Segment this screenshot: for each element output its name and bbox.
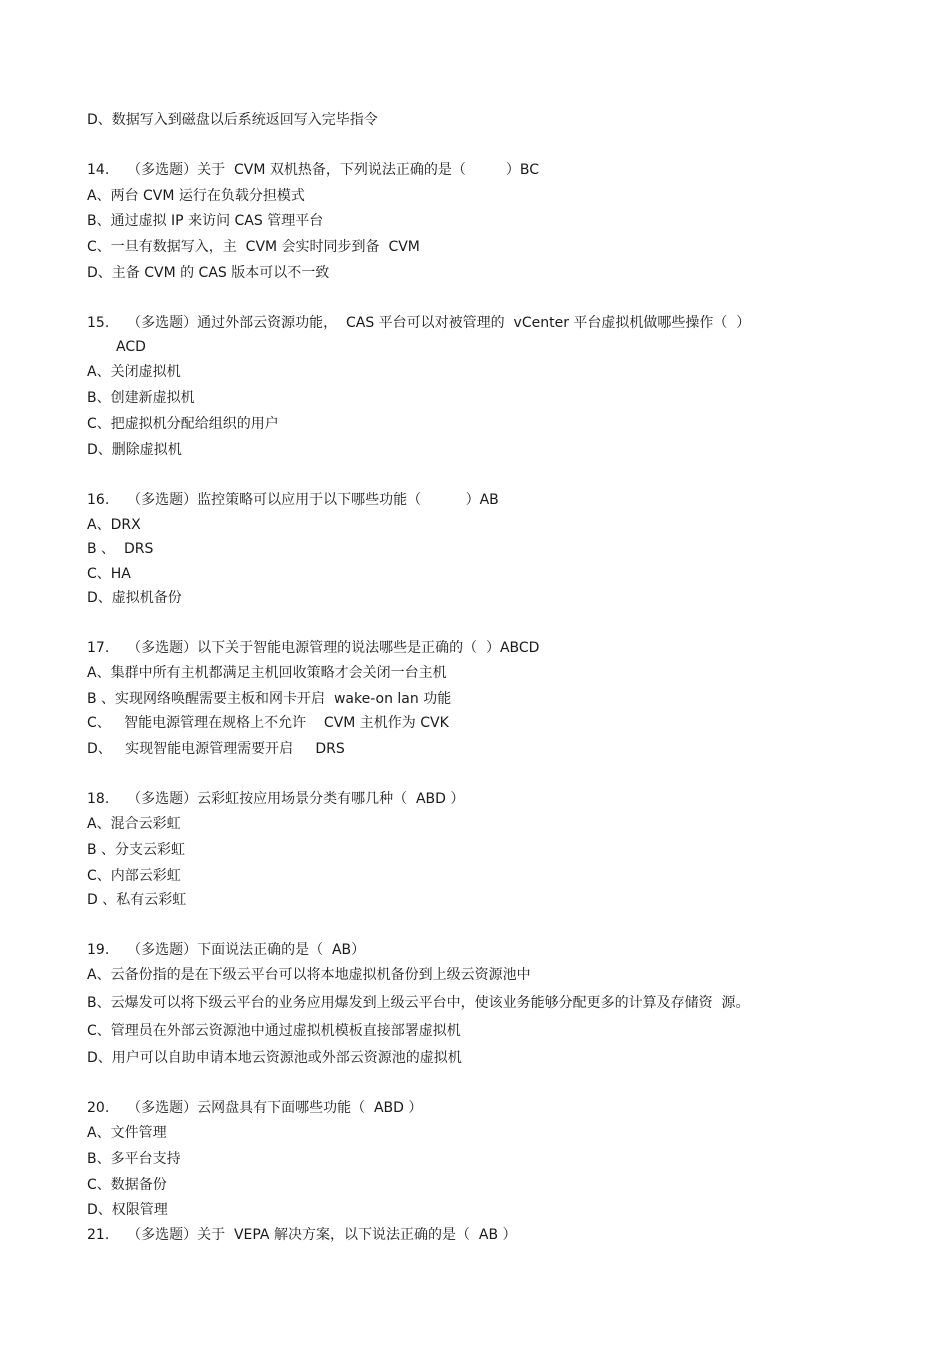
option-d: D、用户可以自助申请本地云资源池或外部云资源池的虚拟机: [87, 1050, 462, 1066]
option-c: C、 智能电源管理在规格上不允许 CVM 主机作为 CVK: [87, 715, 449, 731]
option-d: D、 实现智能电源管理需要开启 DRS: [87, 741, 345, 757]
question-14: 14. （多选题）关于 CVM 双机热备，下列说法正确的是（ ）BC: [87, 162, 540, 178]
option-b: B 、分支云彩虹: [87, 842, 186, 858]
option-a: A、DRX: [87, 517, 141, 533]
question-21: 21. （多选题）关于 VEPA 解决方案，以下说法正确的是（ AB ）: [87, 1227, 517, 1243]
option-c: C、数据备份: [87, 1177, 167, 1193]
question-19: 19. （多选题）下面说法正确的是（ AB）: [87, 942, 366, 958]
option-c: C、把虚拟机分配给组织的用户: [87, 416, 279, 432]
option-d: D、主备 CVM 的 CAS 版本可以不一致: [87, 265, 330, 281]
option-d: D、删除虚拟机: [87, 442, 182, 458]
option-a: A、集群中所有主机都满足主机回收策略才会关闭一台主机: [87, 665, 447, 681]
option-c: C、内部云彩虹: [87, 868, 181, 884]
question-16: 16. （多选题）监控策略可以应用于以下哪些功能（ ）AB: [87, 492, 499, 508]
option-d: D、虚拟机备份: [87, 590, 182, 606]
question-18: 18. （多选题）云彩虹按应用场景分类有哪几种（ ABD ）: [87, 791, 465, 807]
option-b: B、通过虚拟 IP 来访问 CAS 管理平台: [87, 213, 324, 229]
option-a: A、两台 CVM 运行在负载分担模式: [87, 188, 305, 204]
question-17: 17. （多选题）以下关于智能电源管理的说法哪些是正确的（ ）ABCD: [87, 640, 540, 656]
option-b: B、多平台支持: [87, 1151, 181, 1167]
option-b: B 、 DRS: [87, 541, 154, 557]
option-d: D、数据写入到磁盘以后系统返回写入完毕指令: [87, 112, 378, 128]
option-a: A、云备份指的是在下级云平台可以将本地虚拟机备份到上级云资源池中: [87, 967, 531, 983]
option-c: C、一旦有数据写入，主 CVM 会实时同步到备 CVM: [87, 239, 420, 255]
question-15-answer: ACD: [116, 339, 146, 355]
option-b: B、创建新虚拟机: [87, 390, 195, 406]
question-20: 20. （多选题）云网盘具有下面哪些功能（ ABD ）: [87, 1100, 423, 1116]
question-15: 15. （多选题）通过外部云资源功能， CAS 平台可以对被管理的 vCenter 平台虚拟机做哪些操作（ ）: [87, 315, 751, 331]
option-c: C、管理员在外部云资源池中通过虚拟机模板直接部署虚拟机: [87, 1023, 461, 1039]
option-c: C、HA: [87, 566, 131, 582]
option-a: A、关闭虚拟机: [87, 364, 181, 380]
option-a: A、混合云彩虹: [87, 816, 181, 832]
option-a: A、文件管理: [87, 1125, 167, 1141]
option-d: D 、私有云彩虹: [87, 892, 187, 908]
option-d: D、权限管理: [87, 1202, 168, 1218]
option-b: B 、实现网络唤醒需要主板和网卡开启 wake-on lan 功能: [87, 691, 452, 707]
option-b: B、云爆发可以将下级云平台的业务应用爆发到上级云平台中，使该业务能够分配更多的计算及存储资 源。: [87, 995, 750, 1011]
